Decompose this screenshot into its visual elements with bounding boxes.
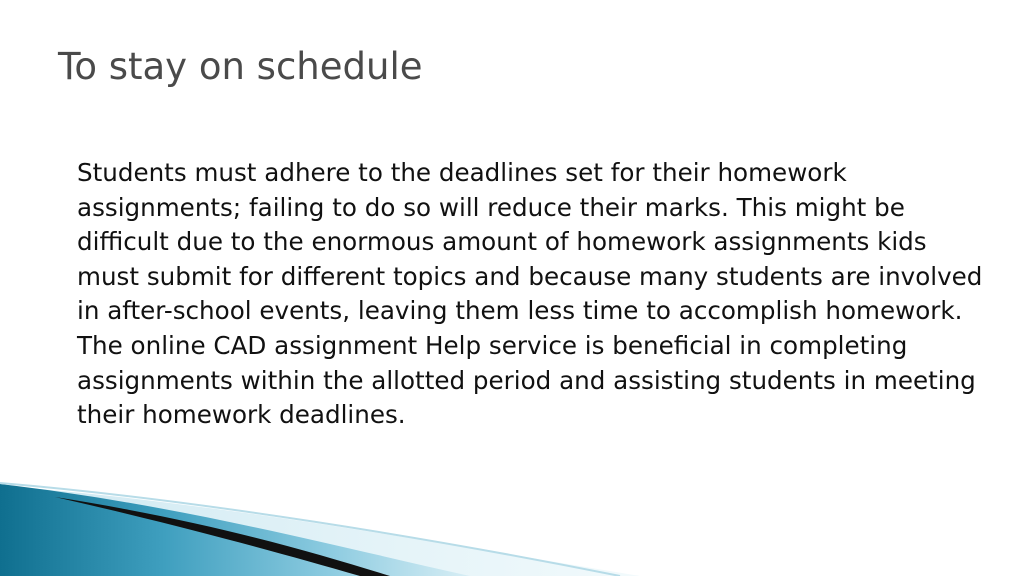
- highlight-line: [0, 483, 620, 576]
- light-swoosh: [0, 486, 640, 576]
- blue-swoosh: [0, 484, 470, 576]
- slide-body-text: Students must adhere to the deadlines set for their homework assignments; failing to do so will reduce their marks. This might be difficult due to the enormous amount of homework assignments kids must submit for different topics and because many students are involved in after-school events, leaving them less time to accomplish homework. The online CAD assignment Help service is beneficial in completing assignments within the allotted period and assisting students in meeting their homework deadlines.: [77, 158, 983, 430]
- slide-title: To stay on schedule: [58, 45, 423, 88]
- dark-stripe: [55, 497, 390, 576]
